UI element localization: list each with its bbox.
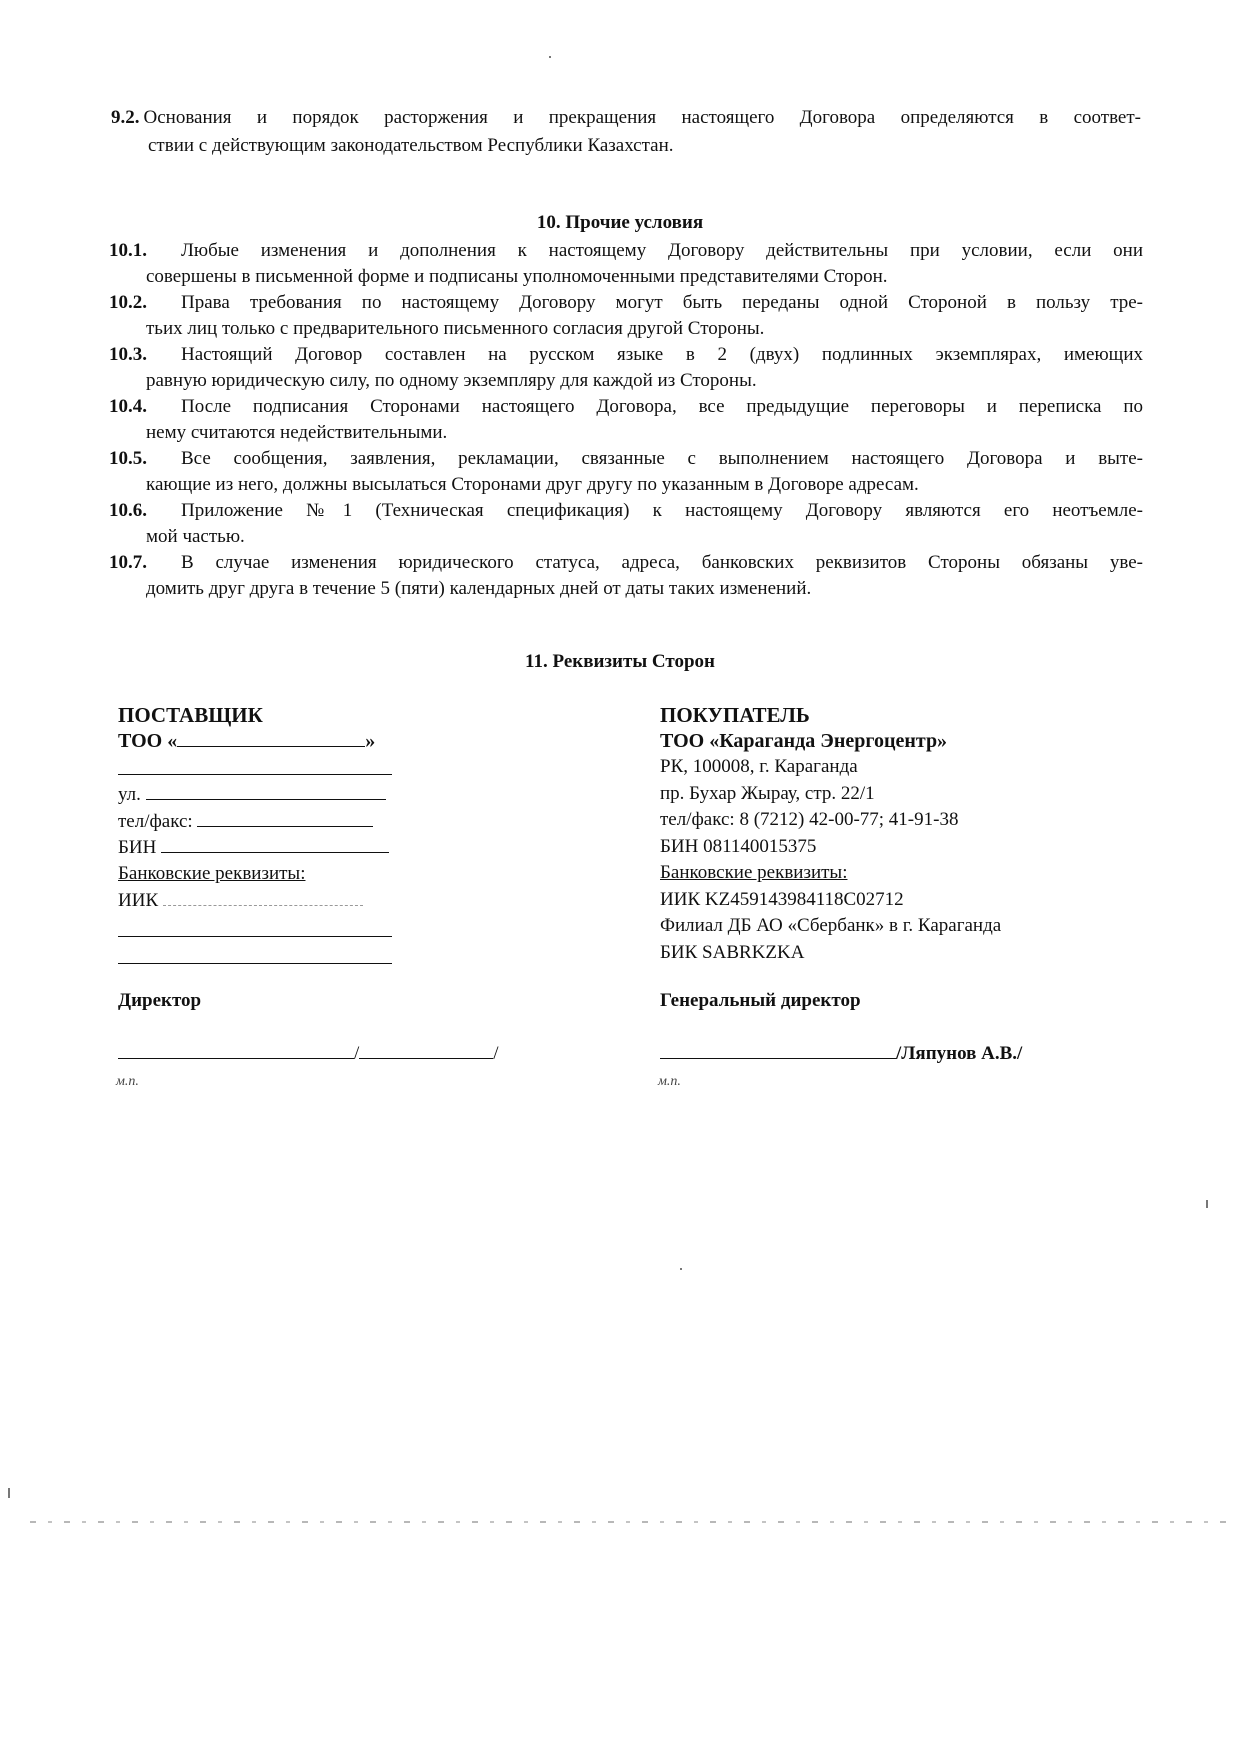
clause-number: 10.1. <box>109 240 147 261</box>
clause-text-line2: мой частью. <box>146 526 245 547</box>
clause-10-4 <box>109 394 1143 446</box>
phone-label: тел/факс: <box>118 810 193 832</box>
scan-dashed-line <box>30 1521 1230 1523</box>
clause-10-7 <box>109 550 1143 602</box>
supplier-stamp-label: м.п. <box>116 1074 139 1089</box>
clause-number: 10.2. <box>109 292 147 313</box>
iik-blank <box>163 887 363 906</box>
supplier-too-close: » <box>365 730 376 752</box>
buyer-signature-line <box>660 1040 1022 1065</box>
buyer-company-name: ТОО «Караганда Энергоцентр» <box>660 730 948 752</box>
buyer-bik: БИК SABRKZKA <box>660 941 805 963</box>
clause-text-line2: совершены в письменной форме и подписаны уполномоченными представителями Сторон. <box>146 266 888 287</box>
section-10-clauses <box>109 238 1143 602</box>
clause-10-1 <box>109 238 1143 290</box>
clause-9-2 <box>111 104 1141 160</box>
supplier-extra-blank <box>118 754 392 775</box>
buyer-stamp-label: м.п. <box>658 1074 681 1089</box>
clause-text-line2: ствии с действующим законодательством Республики Казахстан. <box>148 135 674 156</box>
buyer-address-2: пр. Бухар Жырау, стр. 22/1 <box>660 782 875 804</box>
buyer-bank-label: Банковские реквизиты: <box>660 862 848 883</box>
section-11-title: 11. Реквизиты Сторон <box>525 651 715 672</box>
clause-number: 10.6. <box>109 500 147 521</box>
signature-blank <box>660 1040 896 1059</box>
sig-slash: / <box>354 1043 360 1064</box>
section-10-title: 10. Прочие условия <box>536 212 704 233</box>
bin-label: БИН <box>118 837 157 858</box>
supplier-heading: ПОСТАВЩИК <box>118 703 263 727</box>
supplier-role: Директор <box>118 990 202 1011</box>
clause-text-line2: тьих лиц только с предварительного письменного согласия другой Стороны. <box>146 318 765 339</box>
clause-number: 10.3. <box>109 344 147 365</box>
supplier-street-row <box>118 781 408 808</box>
clause-text-line2: нему считаются недействительными. <box>146 422 448 443</box>
clause-number: 10.4. <box>109 396 147 417</box>
supplier-blank-2 <box>118 943 392 964</box>
supplier-company-line <box>118 728 408 754</box>
supplier-details <box>118 702 408 970</box>
scan-speck <box>680 1268 682 1270</box>
buyer-address-1: РК, 100008, г. Караганда <box>660 756 858 777</box>
scan-speck <box>8 1488 10 1498</box>
buyer-branch: Филиал ДБ АО «Сбербанк» в г. Караганда <box>660 915 1002 936</box>
buyer-heading: ПОКУПАТЕЛЬ <box>660 703 810 727</box>
scan-speck <box>549 56 551 58</box>
clause-text-line2: кающие из него, должны высылаться Сторонами друг другу по указанным в Договоре адресам. <box>146 474 919 495</box>
supplier-blank-1 <box>118 916 392 937</box>
sig-slash: / <box>493 1043 499 1064</box>
supplier-signature-line <box>118 1040 499 1065</box>
clause-text-line1: После подписания Сторонами настоящего Договора, все предыдущие переговоры и переписка по <box>181 396 1143 417</box>
buyer-details <box>660 702 1140 966</box>
street-label: ул. <box>118 784 141 805</box>
bank-label: Банковские реквизиты: <box>118 862 306 884</box>
bin-blank <box>161 834 389 853</box>
iik-label: ИИК <box>118 890 159 911</box>
clause-10-2 <box>109 290 1143 342</box>
name-blank <box>359 1040 493 1059</box>
clause-text-line1: Все сообщения, заявления, рекламации, связанные с выполнением настоящего Договора и выте- <box>181 448 1143 469</box>
clause-text-line2: домить друг друга в течение 5 (пяти) календарных дней от даты таких изменений. <box>146 578 812 599</box>
clause-text-line1: В случае изменения юридического статуса, адреса, банковских реквизитов Стороны обязаны уве- <box>181 552 1143 573</box>
clause-number: 10.7. <box>109 552 147 573</box>
supplier-too-open: ТОО « <box>118 730 178 752</box>
clause-number: 10.5. <box>109 448 147 469</box>
scan-speck <box>1206 1200 1208 1208</box>
supplier-phone-row <box>118 808 408 835</box>
clause-text-line1: Основания и порядок расторжения и прекращения настоящего Договора определяются в соответ- <box>143 107 1141 128</box>
clause-10-5 <box>109 446 1143 498</box>
phone-blank <box>197 808 373 827</box>
buyer-iik: ИИК KZ459143984118C02712 <box>660 888 904 910</box>
clause-text-line1: Настоящий Договор составлен на русском языке в 2 (двух) подлинных экземплярах, имеющих <box>181 344 1143 365</box>
buyer-phone: тел/факс: 8 (7212) 42-00-77; 41-91-38 <box>660 809 959 830</box>
signature-blank <box>118 1040 354 1059</box>
buyer-role: Генеральный директор <box>660 990 861 1011</box>
buyer-bin: БИН 081140015375 <box>660 835 817 857</box>
supplier-bank-row <box>118 861 408 888</box>
supplier-iik-row <box>118 887 408 914</box>
street-blank <box>146 781 386 800</box>
clause-text-line2: равную юридическую силу, по одному экземпляру для каждой из Стороны. <box>146 370 757 391</box>
supplier-name-blank <box>177 728 365 747</box>
clause-number: 9.2. <box>111 107 140 128</box>
buyer-signatory: /Ляпунов А.В./ <box>896 1043 1023 1064</box>
clause-10-6 <box>109 498 1143 550</box>
clause-text-line1: Приложение №1 (Техническая спецификация) к настоящему Договору являются его неотъемле- <box>181 500 1143 521</box>
clause-text-line1: Любые изменения и дополнения к настоящему Договору действительны при условии, если они <box>181 240 1143 261</box>
clause-10-3 <box>109 342 1143 394</box>
supplier-bin-row <box>118 834 408 861</box>
clause-text-line1: Права требования по настоящему Договору могут быть переданы одной Стороной в пользу тре- <box>181 292 1143 313</box>
